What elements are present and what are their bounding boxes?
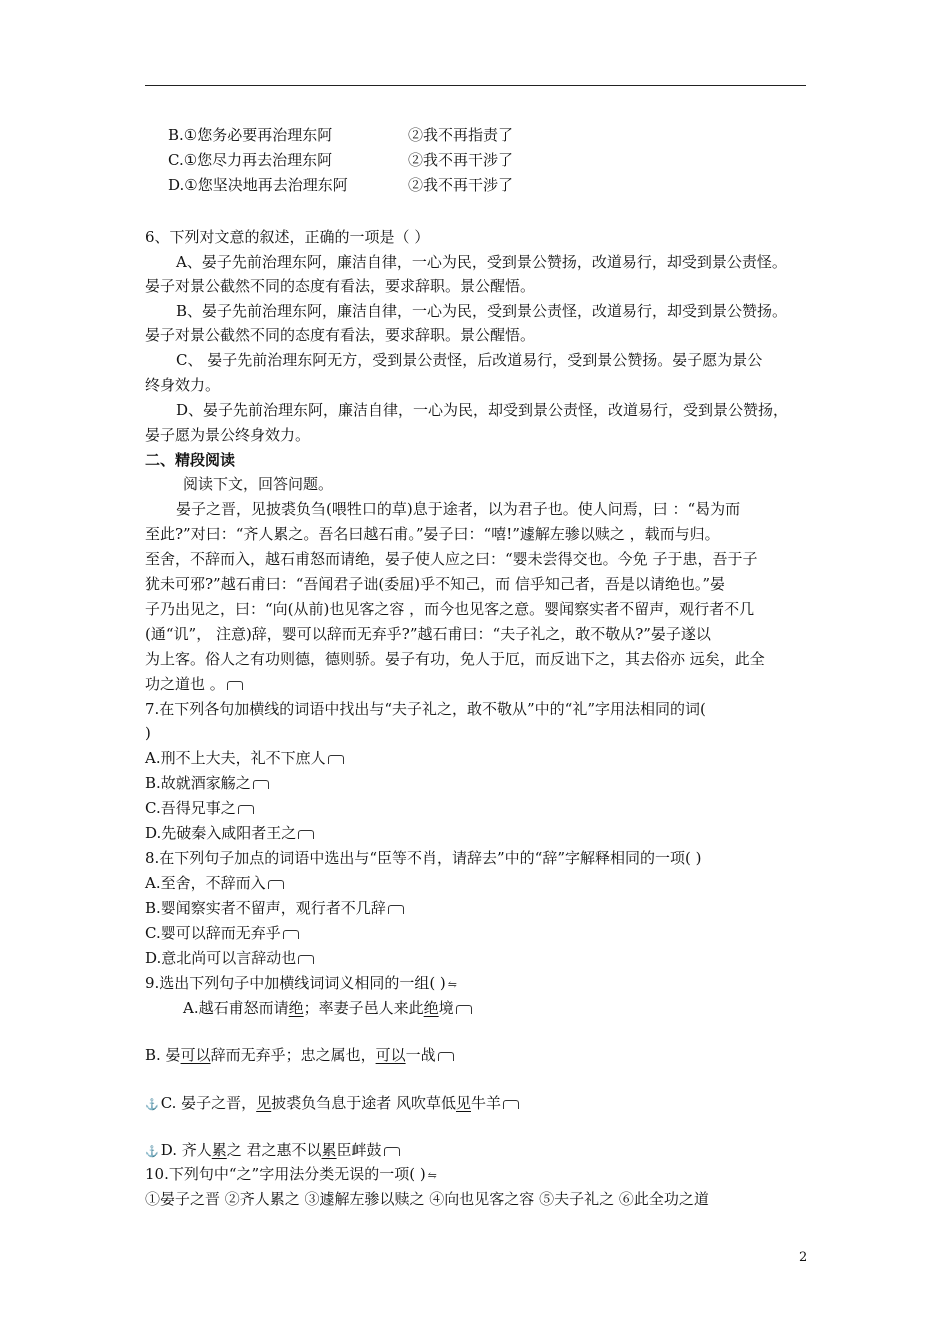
paragraph-mark-icon xyxy=(268,880,284,889)
q8-option-d: D.意北尚可以言辞动也 xyxy=(145,948,314,968)
q7-stem: 7.在下列各句加横线的词语中找出与“夫子礼之，敢不敬从”中的“礼”字用法相同的词( xyxy=(145,700,706,718)
q6-line: A、晏子先前治理东阿，廉洁自律，一心为民，受到景公赞扬，改道易行，却受到景公责怪。 xyxy=(176,253,787,271)
paragraph-mark-icon xyxy=(253,780,269,789)
anchor-icon: ⚓ xyxy=(145,1098,159,1111)
page-number: 2 xyxy=(799,1250,808,1265)
q9-option-a: A.越石甫怒而请绝；率妻子邑人来此绝境 xyxy=(183,998,472,1018)
paragraph-mark-icon xyxy=(298,830,314,839)
paragraph-mark-icon xyxy=(388,905,404,914)
q10-stem: 10.下列句中“之”字用法分类无误的一项( ) ⇋ xyxy=(145,1164,437,1184)
paragraph-mark-icon xyxy=(238,805,254,814)
anchor-icon: ⚓ xyxy=(145,1145,159,1158)
section-heading: 二、精段阅读 xyxy=(145,451,236,469)
q8-option-b: B.婴闻察实者不留声，观行者不几辞 xyxy=(145,898,404,918)
q8-option-c: C.婴可以辞而无弃乎 xyxy=(145,923,299,943)
section-mark-icon: ⇋ xyxy=(427,1169,437,1182)
q6-line: B、晏子先前治理东阿，廉洁自律，一心为民，受到景公责怪，改道易行，却受到景公赞扬。 xyxy=(176,302,788,320)
passage-line: 为上客。俗人之有功则德，德则骄。晏子有功，免人于厄，而反诎下之，其去俗亦 远矣，此全 xyxy=(145,650,765,668)
q5-option-c: C.①您尽力再去治理东阿 ②我不再干涉了 xyxy=(168,151,514,169)
q7-stem-cont: ) xyxy=(145,724,151,742)
passage-line: 子乃出见之，曰：“向(从前)也见客之容 ，而今也见客之意。婴闻察实者不留声，观行者不几 xyxy=(145,600,755,618)
q7-option-a: A.刑不上大夫，礼不下庶人 xyxy=(145,748,344,768)
q9-option-b: B. 晏可以辞而无弃乎；忠之属也，可以一战 xyxy=(145,1045,454,1065)
paragraph-mark-icon xyxy=(298,955,314,964)
paragraph-mark-icon xyxy=(503,1100,519,1109)
paragraph-mark-icon xyxy=(384,1147,400,1156)
q6-line: 晏子愿为景公终身效力。 xyxy=(145,426,311,444)
q8-option-a: A.至舍，不辞而入 xyxy=(145,873,284,893)
q6-line: D、晏子先前治理东阿，廉洁自律，一心为民，却受到景公责怪，改道易行，受到景公赞扬， xyxy=(176,401,789,419)
paragraph-mark-icon xyxy=(283,930,299,939)
passage-line: 晏子之晋，见披裘负刍(喂牲口的草)息于途者，以为君子也。使人问焉，曰 ：“曷为而 xyxy=(176,500,741,518)
passage-line: 功之道也 。 xyxy=(145,674,243,694)
q6-line: 终身效力。 xyxy=(145,376,221,394)
q9-stem: 9.选出下列句子中加横线词词义相同的一组( ) ⇋ xyxy=(145,973,457,993)
q5-option-d: D.①您坚决地再去治理东阿 ②我不再干涉了 xyxy=(168,176,514,194)
q6-stem: 6、下列对文意的叙述，正确的一项是（ ） xyxy=(145,228,430,246)
paragraph-mark-icon xyxy=(438,1052,454,1061)
q6-line: C、 晏子先前治理东阿无方，受到景公责怪，后改道易行，受到景公赞扬。晏子愿为景公 xyxy=(176,351,763,369)
q7-option-d: D.先破秦入咸阳者王之 xyxy=(145,823,314,843)
paragraph-mark-icon xyxy=(227,681,243,690)
paragraph-mark-icon xyxy=(328,755,344,764)
header-rule xyxy=(145,85,806,86)
q10-items: ①晏子之晋 ②齐人累之 ③遽解左骖以赎之 ④向也见客之容 ⑤夫子礼之 ⑥此全功之道 xyxy=(145,1190,709,1208)
passage-line: (通“讥”， 注意)辞，婴可以辞而无弃乎?”越石甫曰：“夫子礼之，敢不敬从?”晏子遂以 xyxy=(145,625,711,643)
passage-line: 至此?”对曰：“齐人累之。吾名曰越石甫。”晏子曰：“嘻!”遽解左骖以赎之 ，载而与归。 xyxy=(145,525,720,543)
q7-option-c: C.吾得兄事之 xyxy=(145,798,254,818)
q6-line: 晏子对景公截然不同的态度有看法，要求辞职。景公醒悟。 xyxy=(145,326,536,344)
section-mark-icon: ⇋ xyxy=(447,978,458,991)
passage-line: 至舍，不辞而入，越石甫怒而请绝，晏子使人应之曰：“婴未尝得交也。今免 子于患，吾于子 xyxy=(145,550,758,568)
q7-option-b: B.故就酒家觞之 xyxy=(145,773,269,793)
q9-option-c: ⚓ C. 晏子之晋，见披裘负刍息于途者 风吹草低见牛羊 xyxy=(145,1093,519,1113)
passage-line: 犹未可邪?”越石甫曰：“吾闻君子诎(委屈)乎不知己，而 信乎知己者，吾是以请绝也。”晏 xyxy=(145,575,726,593)
paragraph-mark-icon xyxy=(456,1005,472,1014)
q6-line: 晏子对景公截然不同的态度有看法，要求辞职。景公醒悟。 xyxy=(145,277,536,295)
q8-stem: 8.在下列句子加点的词语中选出与“臣等不肖，请辞去”中的“辞”字解释相同的一项( ) xyxy=(145,849,702,867)
q9-option-d: ⚓ D. 齐人累之 君之惠不以累臣衅鼓 xyxy=(145,1140,400,1160)
instruction: 阅读下文，回答问题。 xyxy=(183,475,334,493)
q5-option-b: B.①您务必要再治理东阿 ②我不再指责了 xyxy=(168,126,514,144)
